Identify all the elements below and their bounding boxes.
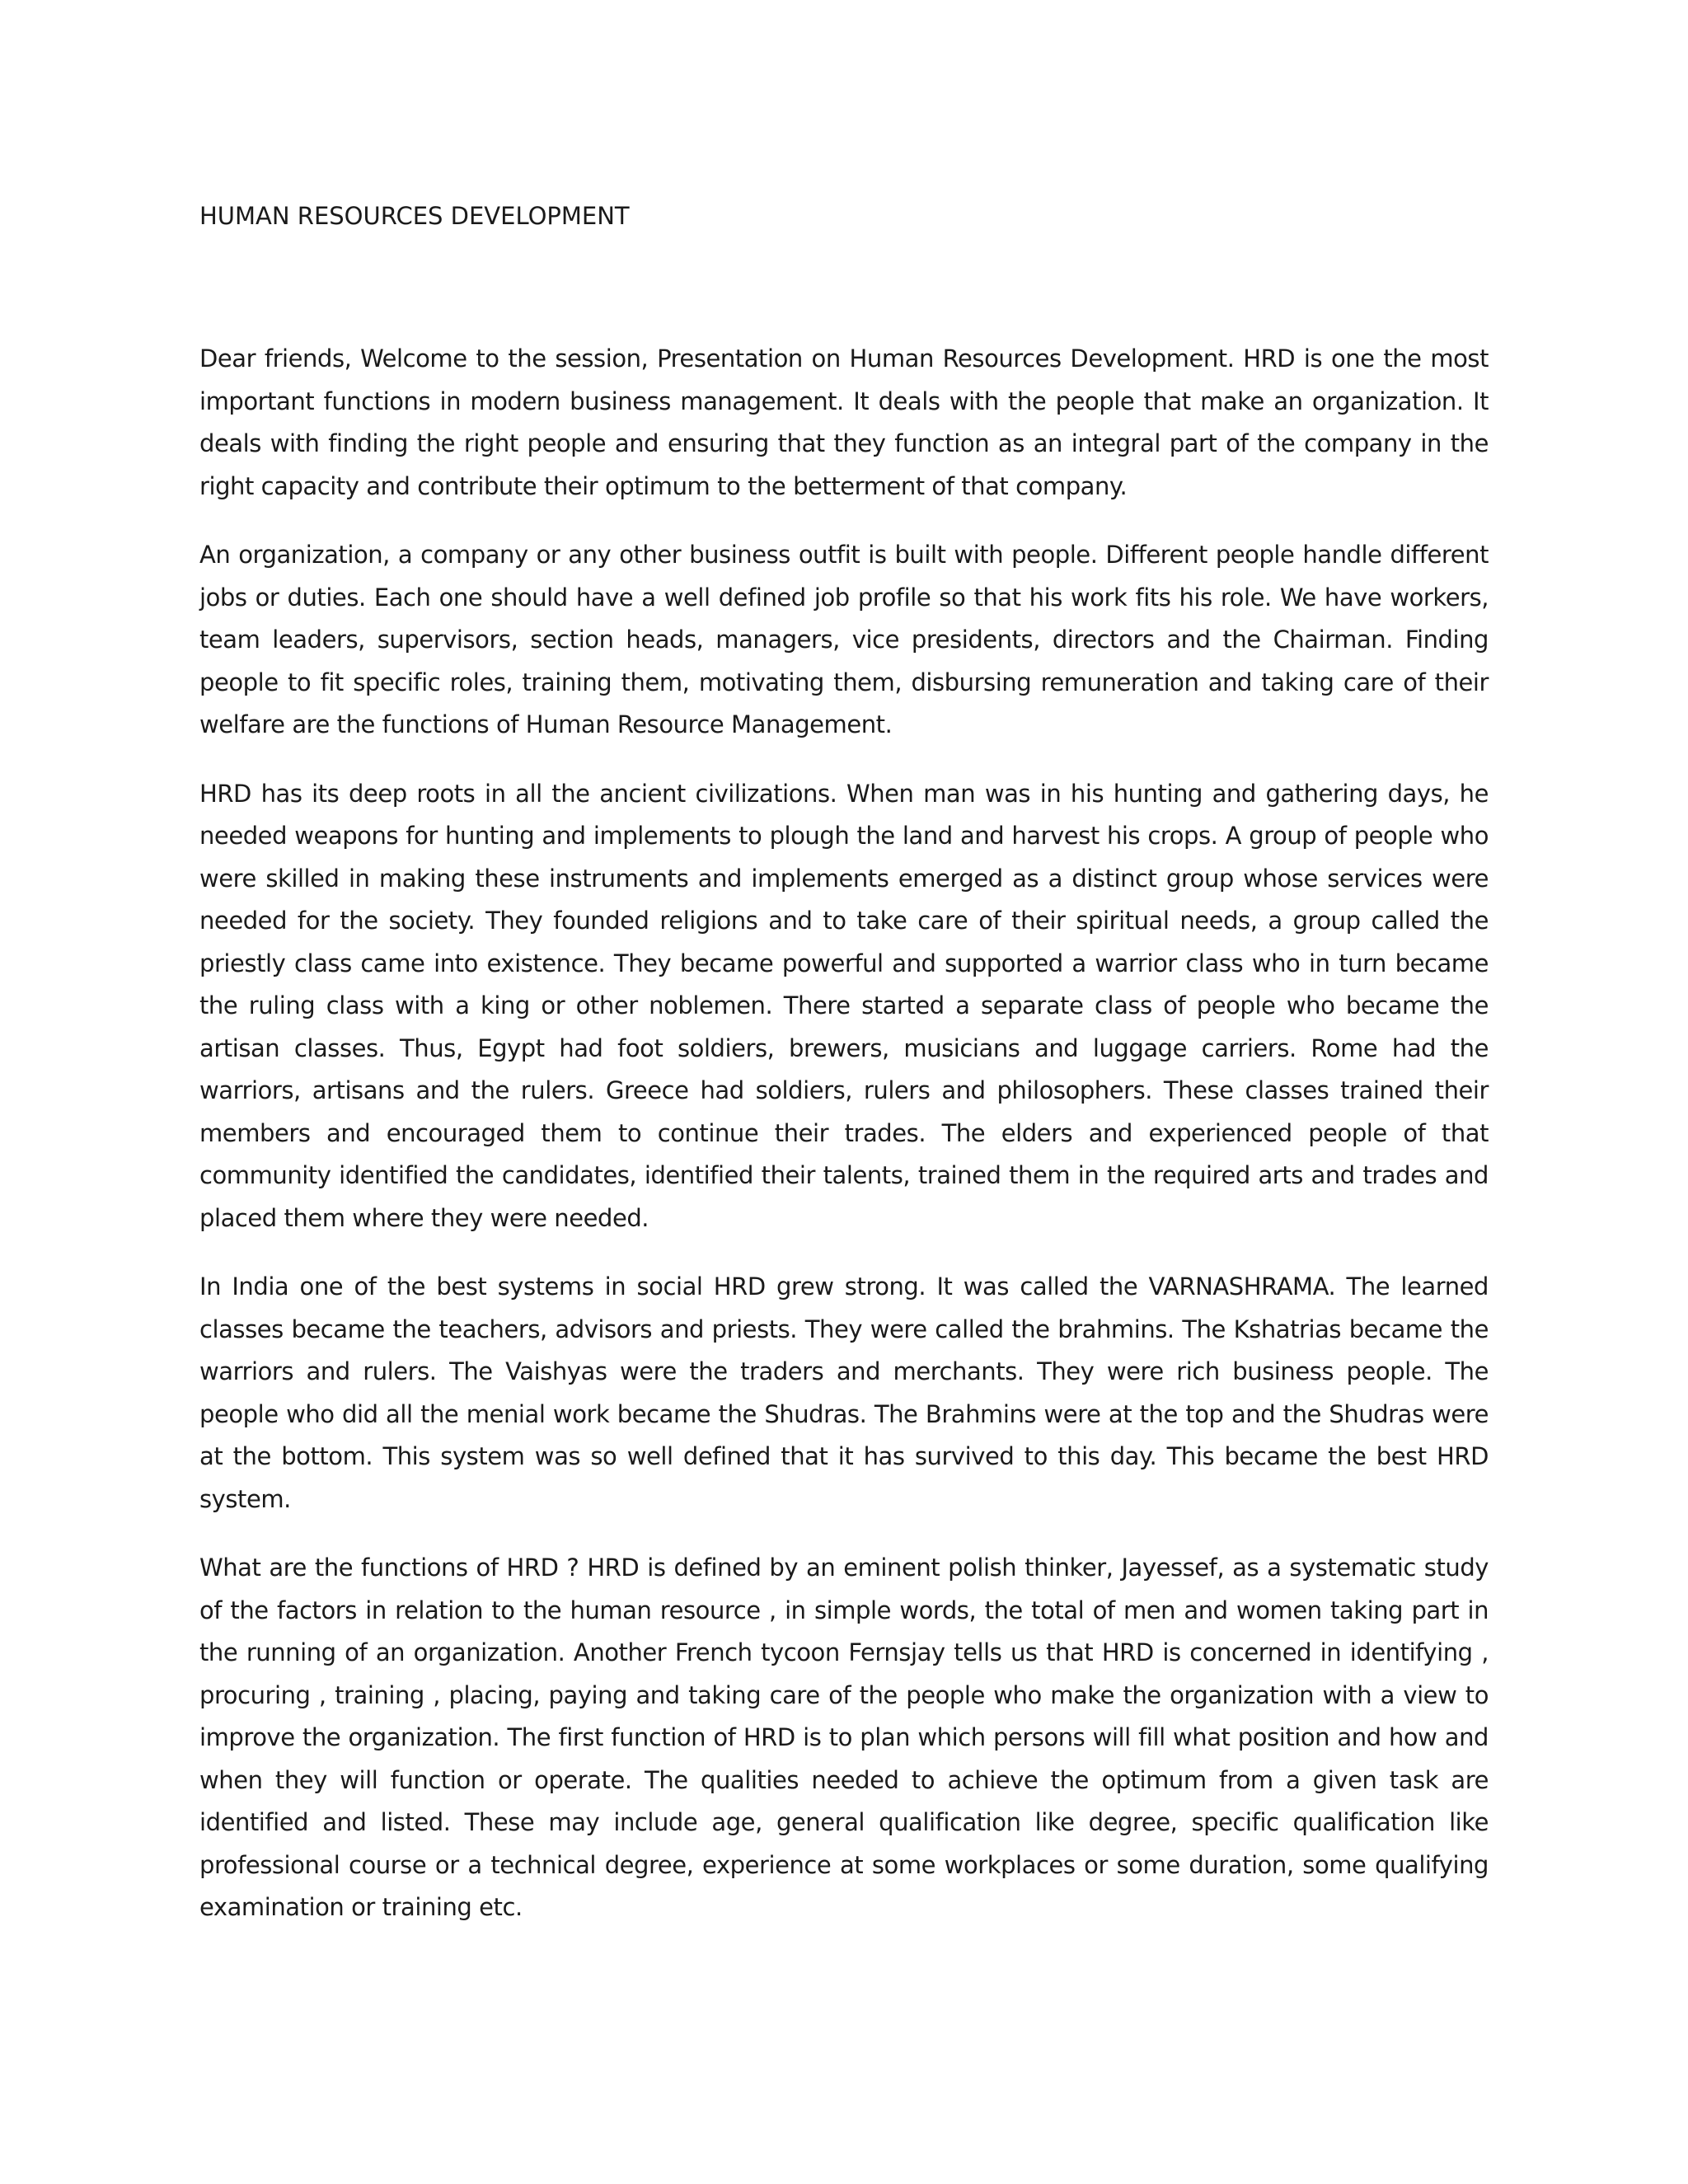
document-title: HUMAN RESOURCES DEVELOPMENT	[199, 202, 630, 230]
paragraph-india-varnashrama: In India one of the best systems in social HRD grew strong. It was called the VARNASHRAMA. The learned classes became the teachers, advisors and priests. They were called the brahmins. The Kshatrias became the warriors and rulers. The Vaishyas were the traders and merchants. They were rich business people. The people who did all the menial work became the Shudras. The Brahmins were at the top and the Shudras were at the bottom. This system was so well defined that it has survived to this day. This became the best HRD system.	[199, 1272, 1489, 1513]
paragraph-ancient-roots: HRD has its deep roots in all the ancient civilizations. When man was in his hunting and gathering days, he needed weapons for hunting and implements to plough the land and harvest his crops. A group of people who were skilled in making these instruments and implements emerged as a distinct group whose services were needed for the society. They founded religions and to take care of their spiritual needs, a group called the priestly class came into existence. They became powerful and supported a warrior class who in turn became the ruling class with a king or other noblemen. There started a separate class of people who became the artisan classes. Thus, Egypt had foot soldiers, brewers, musicians and luggage carriers. Rome had the warriors, artisans and the rulers. Greece had soldiers, rulers and philosophers. These classes trained their members and encouraged them to continue their trades. The elders and experienced people of that community identified the candidates, identified their talents, trained them in the required arts and trades and placed them where they were needed.	[199, 779, 1489, 1232]
document-body	[199, 338, 1489, 1956]
paragraph-hrd-functions: What are the functions of HRD ? HRD is defined by an eminent polish thinker, Jayessef, as a systematic study of the factors in relation to the human resource , in simple words, the total of men and women taking part in the running of an organization. Another French tycoon Fernsjay tells us that HRD is concerned in identifying , procuring , training , placing, paying and taking care of the people who make the organization with a view to improve the organization. The first function of HRD is to plan which persons will fill what position and how and when they will function or operate. The qualities needed to achieve the optimum from a given task are identified and listed. These may include age, general qualification like degree, specific qualification like professional course or a technical degree, experience at some workplaces or some duration, some qualifying examination or training etc.	[199, 1554, 1489, 1921]
paragraph-intro: Dear friends, Welcome to the session, Presentation on Human Resources Development. HRD is one the most important functions in modern business management. It deals with the people that make an organization. It deals with finding the right people and ensuring that they function as an integral part of the company in the right capacity and contribute their optimum to the betterment of that company.	[199, 344, 1489, 500]
paragraph-organization: An organization, a company or any other business outfit is built with people. Different people handle different jobs or duties. Each one should have a well defined job profile so that his work fits his role. We have workers, team leaders, supervisors, section heads, managers, vice presidents, directors and the Chairman. Finding people to fit specific roles, training them, motivating them, disbursing remuneration and taking care of their welfare are the functions of Human Resource Management.	[199, 541, 1489, 738]
